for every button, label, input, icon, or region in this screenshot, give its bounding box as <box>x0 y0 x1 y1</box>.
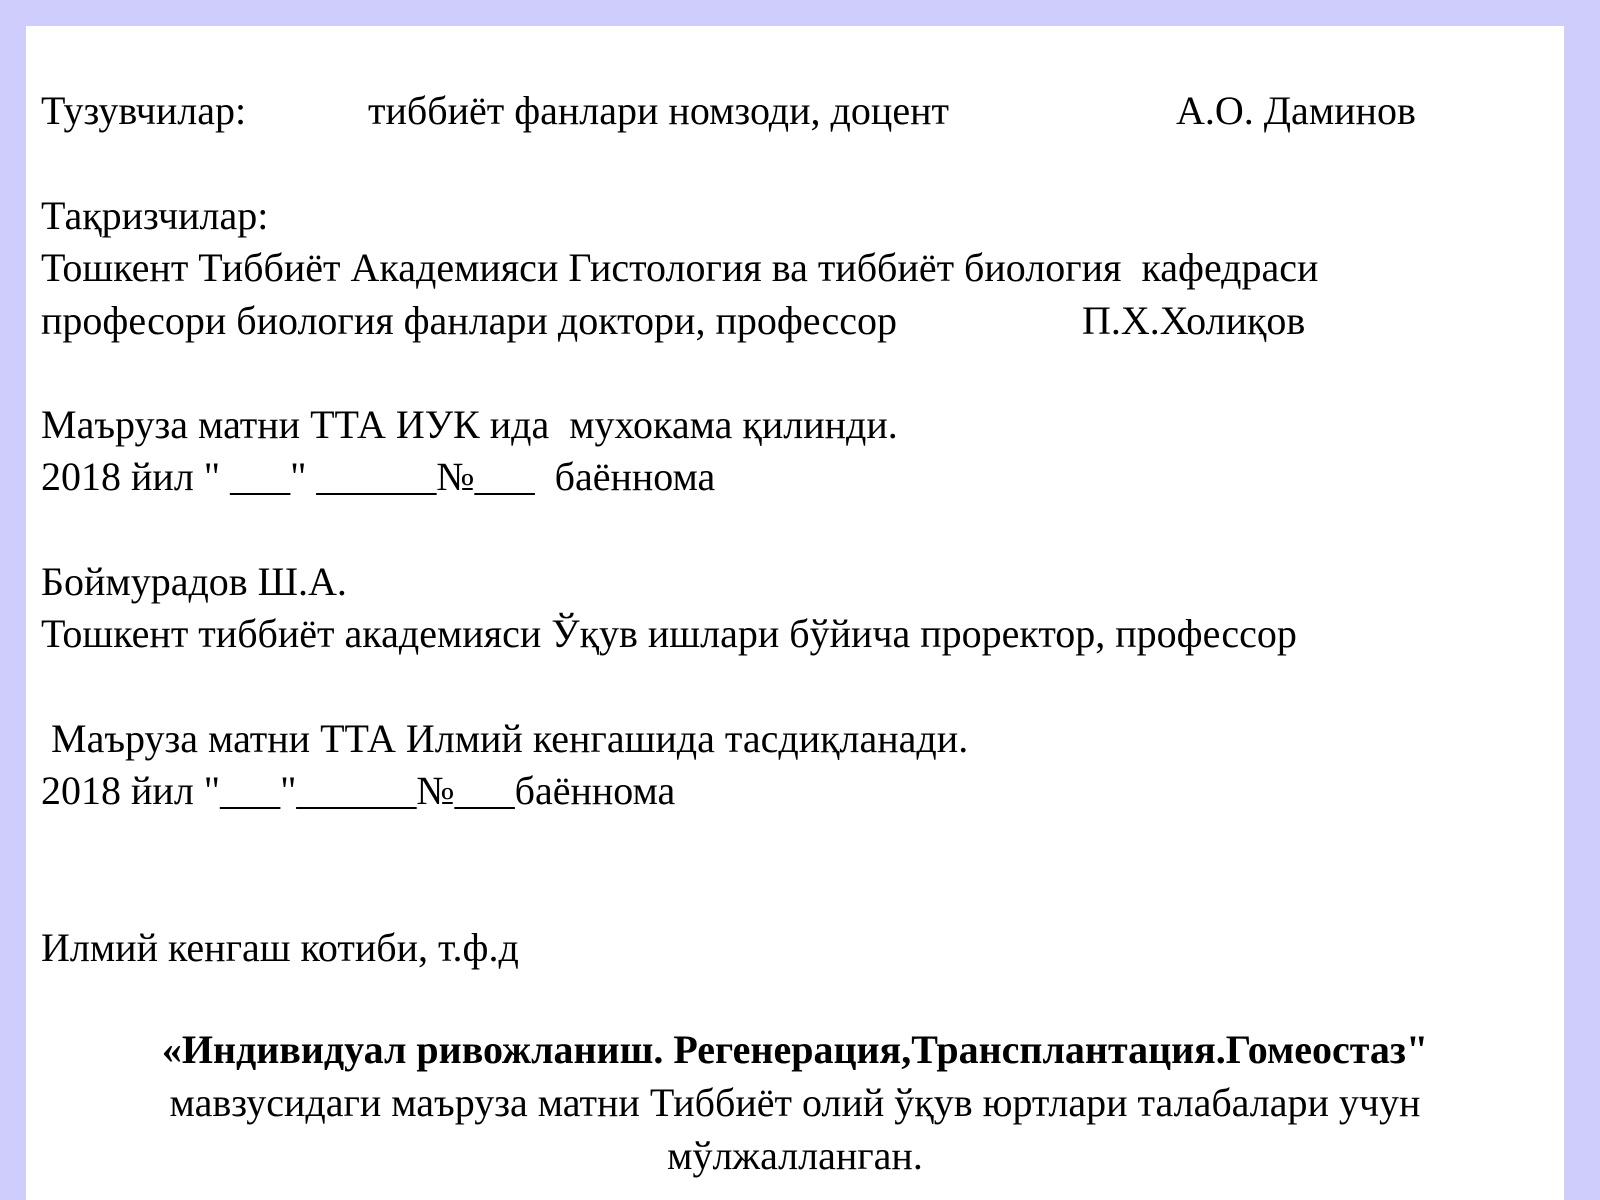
approval-statement: Маъруза матни ТТА Илмий кенгашида тасдиқланади. <box>41 716 969 761</box>
discussion-statement: Маъруза матни ТТА ИУК ида мухокама қилинди. <box>41 402 898 447</box>
topic-title: «Индивидуал ривожланиш. Регенерация,Трансплантация.Гомеостаз" <box>161 1027 1429 1072</box>
reviewer-name: П.Х.Холиқов <box>1082 298 1306 343</box>
vice-rector-name: Боймурадов Ш.А. <box>41 559 347 604</box>
approval-protocol: 2018 йил "___"______№___баённома <box>41 768 676 813</box>
compilers-title: тиббиёт фанлари номзоди, доцент <box>368 88 949 133</box>
reviewers-label: Тақризчилар: <box>41 193 269 238</box>
topic-block <box>26 1023 1564 1182</box>
compilers-label: Тузувчилар: <box>41 88 247 133</box>
reviewers-affiliation: Тошкент Тиббиёт Академияси Гистология ва тиббиёт биология кафедраси <box>41 245 1319 290</box>
discussion-protocol: 2018 йил " ___" ______№___ баённома <box>41 454 716 499</box>
topic-description: мавзусидаги маъруза матни Тиббиёт олий ўқув юртлари талабалари учун <box>169 1080 1421 1125</box>
compilers-name: А.О. Даминов <box>1176 88 1416 133</box>
secretary-label: Илмий кенгаш котиби, т.ф.д <box>41 925 519 970</box>
vice-rector-position: Тошкент тиббиёт академияси Ўқув ишлари бўйича проректор, профессор <box>41 611 1297 656</box>
reviewer-title: професори биология фанлари доктори, профессор <box>41 298 898 343</box>
document-page <box>26 26 1564 1200</box>
topic-description-end: мўлжалланган. <box>667 1133 923 1178</box>
